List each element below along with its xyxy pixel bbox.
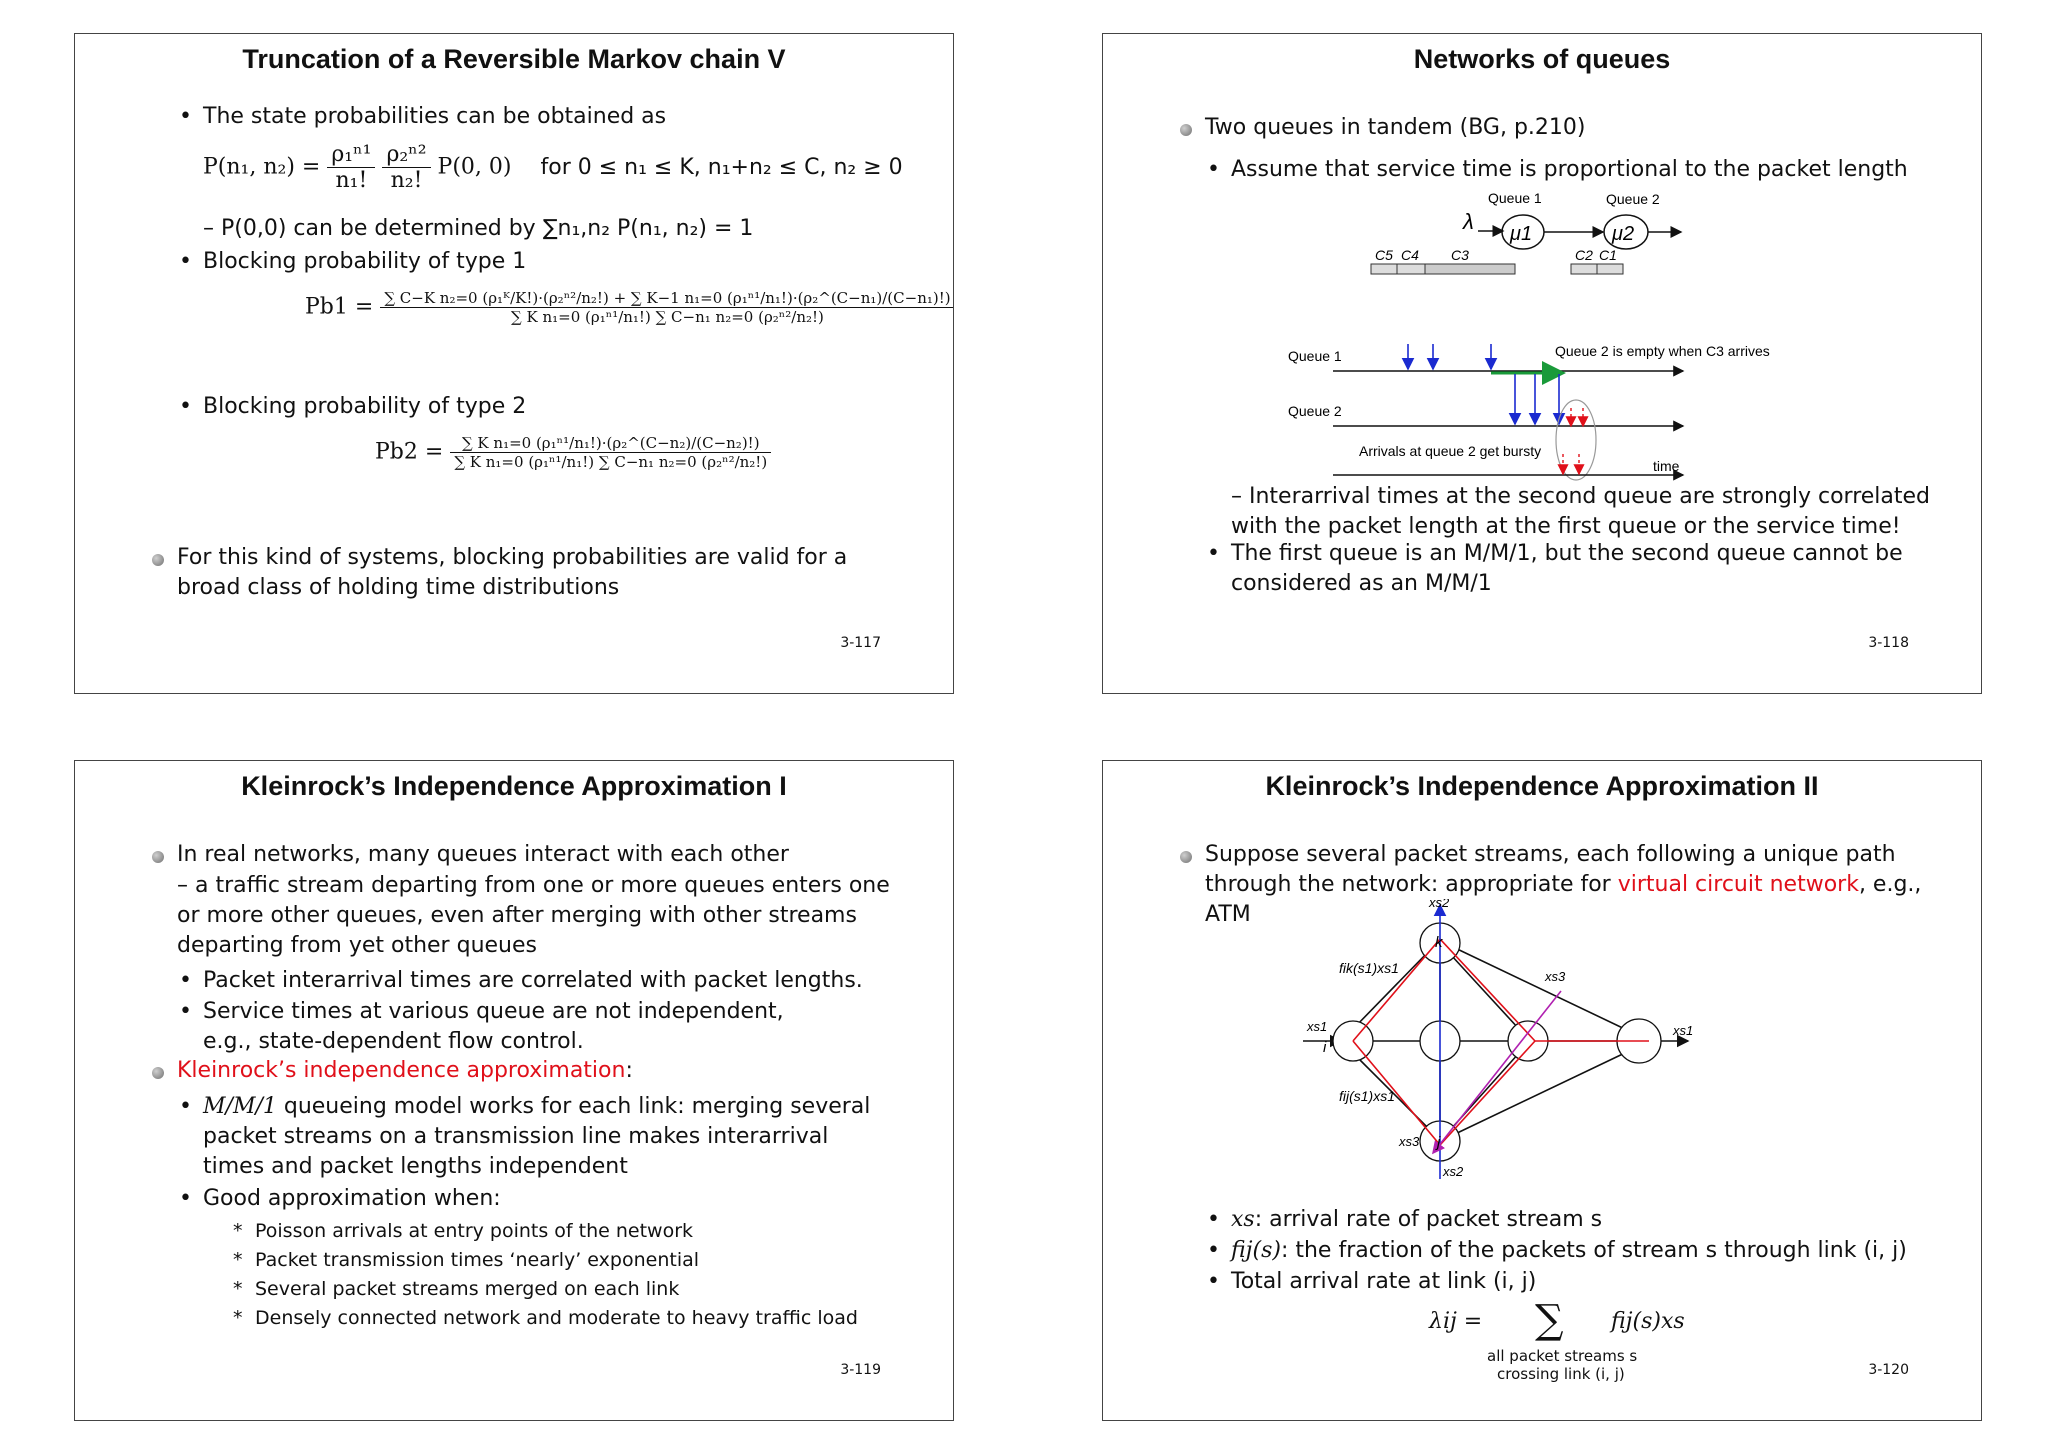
math-xs: xs [1231,1207,1255,1232]
pb1-equation [305,289,954,326]
xs2-top-label: xs2 [1429,899,1450,910]
text-post: , e.g., ATM [1205,872,1922,927]
highlight-term: Kleinrock’s independence approximation [177,1058,626,1083]
bullet-marker: • [1207,1238,1220,1263]
frac-den: n₂! [390,168,423,193]
bullet-dot-icon [1180,851,1192,863]
mu1-label: μ1 [1510,223,1533,245]
frac-den: ∑ K n₁=0 (ρ₁ⁿ¹/n₁!) ∑ C−n₁ n₂=0 (ρ₂ⁿ²/n₂!) [454,453,768,471]
text-tail: : [625,1058,633,1083]
page-number: 3-120 [1868,1362,1909,1378]
text-body: : the fraction of the packets of stream s through link (i, j) [1280,1238,1907,1263]
dash-text: – P(0,0) can be determined by ∑n₁,n₂ P(n₁, n₂) = 1 [203,216,754,241]
bullet-dot-icon [152,554,164,566]
fik-flow-label: fik(s1)xs1 [1339,960,1399,976]
packet-c5 [1371,264,1397,274]
packet-c5-label: C5 [1375,247,1393,263]
frac-den: n₁! [335,168,368,193]
bullet-text: In real networks, many queues interact with each other [177,842,789,867]
slide-3-119 [74,760,954,1421]
highlight-term: virtual circuit network [1617,872,1859,897]
node-k-label: k [1435,934,1443,951]
frac-num: ρ₁ⁿ¹ [327,142,375,168]
eq-lhs: P(n₁, n₂) = [203,154,321,180]
math-fij: fij(s) [1231,1238,1281,1263]
bullet-marker: • [1207,1269,1220,1294]
bullet-dot-icon [152,851,164,863]
frac-den: ∑ K n₁=0 (ρ₁ⁿ¹/n₁!) ∑ C−n₁ n₂=0 (ρ₂ⁿ²/n₂!) [511,308,824,326]
bullet-text [1231,1236,1907,1266]
sum-condition-line2: crossing link (i, j) [1497,1365,1625,1383]
text-pre: Suppose several packet streams, each following a unique path through the network: appropriate for [1205,842,1896,897]
bullet-text: Blocking probability of type 2 [203,394,527,419]
packet-c3-label: C3 [1451,247,1469,263]
bursty-note: Arrivals at queue 2 get bursty [1359,443,1542,459]
slide-3-120 [1102,760,1982,1421]
bullet-text: The state probabilities can be obtained as [203,104,667,129]
bullet-text [203,1092,893,1182]
burst-highlight [1556,400,1596,480]
frac-num: ∑ K n₁=0 (ρ₁ⁿ¹/n₁!)·(ρ₂^(C−n₂)/(C−n₂)!) [450,434,771,453]
eq-lhs: Pb1 = [305,294,374,320]
bullet-text: Good approximation when: [203,1186,501,1211]
slide-3-118 [1102,33,1982,694]
mu2-label: μ2 [1612,223,1635,245]
fij-flow-label: fij(s1)xs1 [1339,1088,1396,1104]
star-item: Several packet streams merged on each link [255,1278,680,1300]
bullet-marker: • [179,394,192,419]
xs1-left-label: xs1 [1307,1019,1328,1034]
star-marker: * [233,1278,243,1300]
fraction [450,434,771,471]
node-i-label: i [1323,1039,1327,1056]
xs2-bottom-label: xs2 [1443,1164,1464,1179]
bullet-text: The first queue is an M/M/1, but the second queue cannot be considered as an M/M/1 [1231,541,1903,596]
text-body: : arrival rate of packet stream s [1254,1207,1603,1232]
slide-title: Truncation of a Reversible Markov chain V [242,44,786,74]
packet-c3 [1425,264,1515,274]
timeline-queue2-label: Queue 2 [1288,403,1342,419]
bullet-marker: • [179,968,192,993]
fraction [380,289,954,326]
bullet-marker: • [179,1186,192,1211]
slide-title: Networks of queues [1413,44,1671,74]
lambda-label: λ [1463,209,1474,234]
bullet-marker: • [179,1094,192,1119]
bullet-text: For this kind of systems, blocking probabilities are valid for a broad class of holding time distributions [177,545,848,600]
fraction [382,142,430,193]
time-axis-label: time [1653,458,1680,474]
dash-text: – a traffic stream departing from one or more queues enters one or more other queues, even after merging with other streams departing from yet other queues [177,873,890,958]
star-item: Poisson arrivals at entry points of the network [255,1220,694,1242]
sum-condition-line1: all packet streams s [1487,1347,1638,1365]
stream-s3-path [1433,991,1561,1153]
state-probability-equation [203,142,903,193]
math-mm1: M/M/1 [203,1094,277,1119]
bullet-text: Blocking probability of type 1 [203,249,527,274]
bullet-text [1231,1205,1602,1235]
slide-title: Kleinrock’s Independence Approximation I [241,771,787,801]
xs3-top-label: xs3 [1545,969,1566,984]
bullet-marker: • [1207,1207,1220,1232]
bullet-text [177,1056,633,1086]
eq-rhs: fij(s)xs [1611,1309,1685,1334]
star-item: Packet transmission times ‘nearly’ exponential [255,1249,700,1271]
bullet-text: Assume that service time is proportional to the packet length [1231,157,1908,182]
bullet-marker: • [1207,541,1220,566]
eq-lhs: Pb2 = [375,439,444,465]
network-figure [1303,899,1823,1199]
eq-condition: for 0 ≤ n₁ ≤ K, n₁+n₂ ≤ C, n₂ ≥ 0 [540,154,903,180]
packet-c1-label: C1 [1599,247,1617,263]
packet-c4-label: C4 [1401,247,1419,263]
slide-3-117 [74,33,954,694]
pb2-equation [375,434,771,471]
packet-c2-label: C2 [1575,247,1593,263]
page-number: 3-119 [840,1362,881,1378]
star-marker: * [233,1249,243,1271]
packet-c4 [1397,264,1425,274]
node-j-label: j [1437,1134,1441,1151]
bullet-text: Total arrival rate at link (i, j) [1231,1269,1537,1294]
xs1-right-label: xs1 [1673,1023,1694,1038]
timeline-queue1-label: Queue 1 [1288,348,1342,364]
packet-c1 [1597,264,1623,274]
sum-symbol: ∑ [1535,1297,1564,1343]
page-number: 3-117 [840,635,881,651]
bullet-text: Packet interarrival times are correlated with packet lengths. [203,968,863,993]
star-item: Densely connected network and moderate to heavy traffic load [255,1307,858,1329]
queue1-label: Queue 1 [1488,190,1542,206]
eq-mid: P(0, 0) [437,154,512,180]
stream-s1-upper-path [1353,939,1649,1041]
bullet-text: Service times at various queue are not independent, e.g., state-dependent flow control. [203,999,784,1054]
tandem-queues-figure [1263,186,1863,481]
bullet-marker: • [179,104,192,129]
frac-num: ∑ C−K n₂=0 (ρ₁ᴷ/K!)·(ρ₂ⁿ²/n₂!) + ∑ K−1 n₁=0 (ρ₁ⁿ¹/n₁!)·(ρ₂^(C−n₁)/(C−n₁)!) [380,289,954,308]
bullet-text: Two queues in tandem (BG, p.210) [1205,115,1586,140]
eq-lhs: λij = [1429,1309,1483,1334]
fraction [327,142,375,193]
bullet-dot-icon [1180,124,1192,136]
page-number: 3-118 [1868,635,1909,651]
text-body: queueing model works for each link: merging several packet streams on a transmission line makes interarrival times and packet lengths independent [203,1094,871,1179]
bullet-marker: • [179,999,192,1024]
bullet-marker: • [179,249,192,274]
star-marker: * [233,1307,243,1329]
bullet-marker: • [1207,157,1220,182]
xs3-bottom-label: xs3 [1399,1134,1420,1149]
bullet-dot-icon [152,1067,164,1079]
frac-num: ρ₂ⁿ² [382,142,430,168]
packet-c2 [1571,264,1597,274]
slide-title: Kleinrock’s Independence Approximation II [1265,771,1819,801]
star-marker: * [233,1220,243,1242]
queue2-empty-note: Queue 2 is empty when C3 arrives [1555,343,1770,359]
queue2-label: Queue 2 [1606,191,1660,207]
total-arrival-equation [1429,1309,1482,1334]
dash-text: – Interarrival times at the second queue are strongly correlated with the packet length at the first queue or the service time! [1231,484,1931,539]
